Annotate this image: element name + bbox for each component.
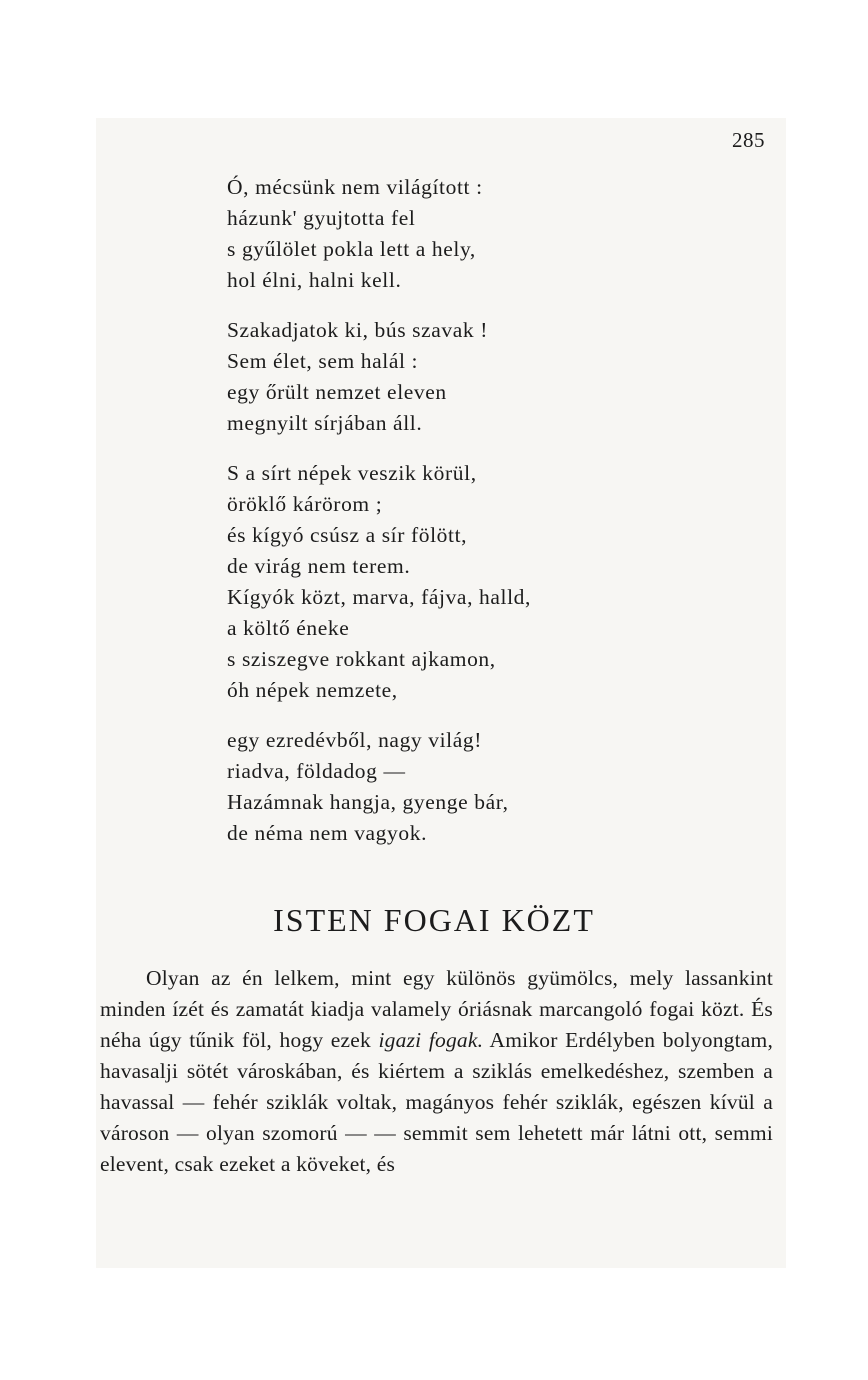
poem-line: riadva, földadog — (227, 759, 406, 783)
poem-line: megnyilt sírjában áll. (227, 411, 423, 435)
poem-line: Szakadjatok ki, bús szavak ! (227, 318, 488, 342)
poem-line: s gyűlölet pokla lett a hely, (227, 237, 476, 261)
poem-stanza (227, 725, 531, 849)
poem-line: hol élni, halni kell. (227, 268, 402, 292)
poem-line: Kígyók közt, marva, fájva, halld, (227, 585, 531, 609)
poem-line: házunk' gyujtotta fel (227, 206, 416, 230)
poem-stanza (227, 458, 531, 706)
poem-line: öröklő kárörom ; (227, 492, 383, 516)
poem-line: egy ezredévből, nagy világ! (227, 728, 482, 752)
poem (227, 172, 531, 868)
prose-italic-text: igazi fogak. (378, 1028, 484, 1052)
poem-stanza (227, 172, 531, 296)
poem-line: óh népek nemzete, (227, 678, 398, 702)
poem-line: és kígyó csúsz a sír fölött, (227, 523, 468, 547)
poem-line: Ó, mécsünk nem világított : (227, 175, 483, 199)
prose-text-continued: Amikor Erdélyben bolyongtam, havasalji sötét városkában, és kiértem a sziklás emelkedéshez, szemben a havassal — fehér sziklák voltak, magányos fehér sziklák, egészen kívül a városon — olyan szomorú — — semmit sem lehetett már látni ott, semmi elevent, csak ezeket a köveket, és (100, 1028, 774, 1176)
poem-line: a költő éneke (227, 616, 350, 640)
poem-line: Hazámnak hangja, gyenge bár, (227, 790, 509, 814)
poem-line: S a sírt népek veszik körül, (227, 461, 477, 485)
section-title: ISTEN FOGAI KÖZT (273, 902, 595, 938)
poem-line: de virág nem terem. (227, 554, 411, 578)
poem-line: de néma nem vagyok. (227, 821, 428, 845)
poem-line: Sem élet, sem halál : (227, 349, 419, 373)
poem-line: egy őrült nemzet eleven (227, 380, 447, 404)
prose-paragraph (100, 963, 773, 1180)
poem-line: s sziszegve rokkant ajkamon, (227, 647, 496, 671)
prose-text: Olyan az én lelkem, mint egy különös gyümölcs, mely lassankint minden ízét és zamatát kiadja valamely óriásnak marcangoló fogai közt. És néha úgy tűnik föl, hogy ezek (100, 966, 773, 1052)
page-number: 285 (732, 128, 765, 152)
poem-stanza (227, 315, 531, 439)
